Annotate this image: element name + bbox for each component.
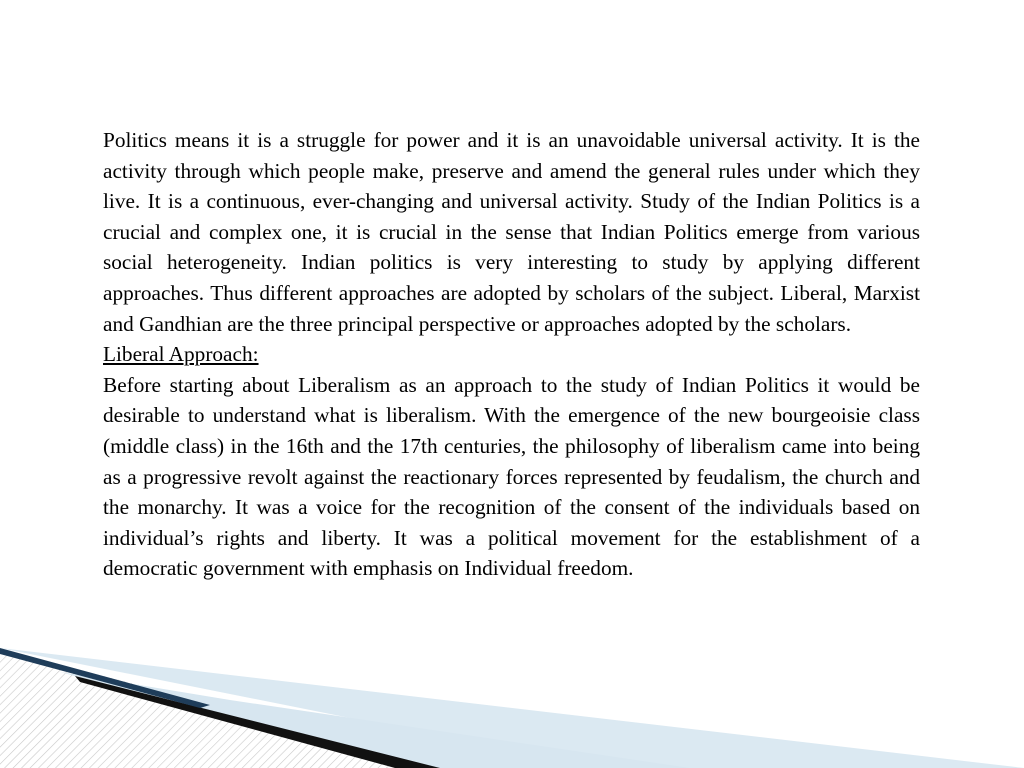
section-heading: Liberal Approach: <box>103 342 259 367</box>
slide-body <box>103 125 920 584</box>
black-wedge-tip <box>0 648 210 708</box>
liberal-paragraph: Before starting about Liberalism as an approach to the study of Indian Politics it would be desirable to understand what is liberalism. With the emergence of the new bourgeoisie class (middle class) in the 16th and the 17th centuries, the philosophy of liberalism came into being as a progressive revolt against the reactionary forces represented by feudalism, the church and the monarchy. It was a voice for the recognition of the consent of the individuals based on individual’s rights and liberty. It was a political movement for the establishment of a democratic government with emphasis on Individual freedom. <box>103 372 920 581</box>
intro-paragraph: Politics means it is a struggle for power and it is an unavoidable universal activity. It is the activity through which people make, preserve and amend the general rules under which they live. It is a continuous, ever-changing and universal activity. Study of the Indian Politics is a crucial and complex one, it is crucial in the sense that Indian Politics emerge from various social heterogeneity. Indian politics is very interesting to study by applying different approaches. Thus different approaches are adopted by scholars of the subject. Liberal, Marxist and Gandhian are the three principal perspective or approaches adopted by the scholars. <box>103 128 920 336</box>
hatched-wedge <box>0 650 470 768</box>
light-blue-band <box>60 672 690 768</box>
black-wedge <box>75 676 440 768</box>
light-blue-wedge <box>0 648 1024 768</box>
